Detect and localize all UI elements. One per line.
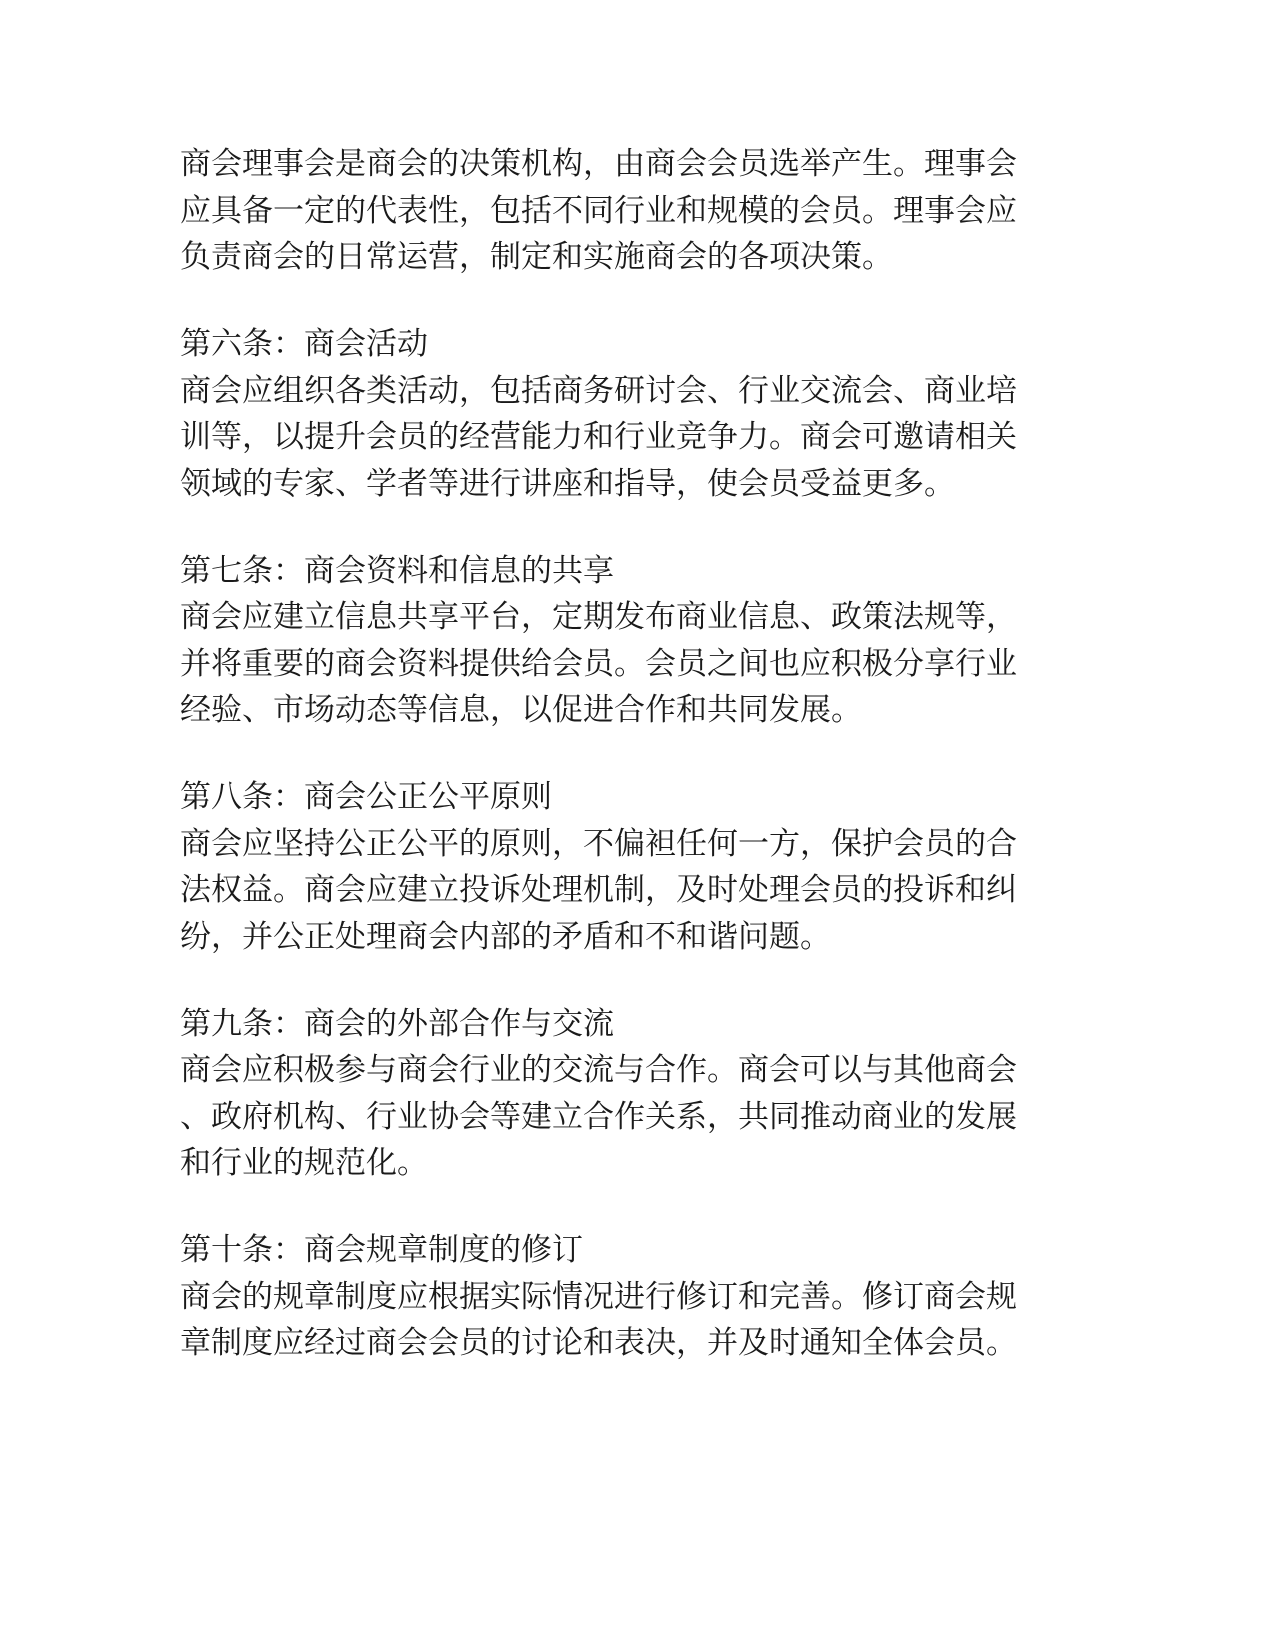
paragraph-line: 训等，以提升会员的经营能力和行业竞争力。商会可邀请相关 — [180, 419, 1017, 455]
paragraph-line: 商会的规章制度应根据实际情况进行修订和完善。修订商会规 — [180, 1278, 1017, 1315]
paragraph-line: 商会应组织各类活动，包括商务研讨会、行业交流会、商业培 — [180, 372, 1017, 409]
article-heading: 第十条：商会规章制度的修订 — [180, 1232, 583, 1268]
article-heading: 第九条：商会的外部合作与交流 — [180, 1005, 614, 1042]
paragraph-line: 经验、市场动态等信息，以促进合作和共同发展。 — [180, 692, 862, 728]
paragraph-line: 章制度应经过商会会员的讨论和表决，并及时通知全体会员。 — [180, 1325, 1017, 1361]
paragraph-line: 商会应积极参与商会行业的交流与合作。商会可以与其他商会 — [180, 1052, 1017, 1088]
article-heading: 第八条：商会公正公平原则 — [180, 779, 552, 815]
article-section — [180, 548, 1050, 734]
paragraph-line: 商会应建立信息共享平台，定期发布商业信息、政策法规等， — [180, 599, 1017, 635]
paragraph-line: 和行业的规范化。 — [180, 1145, 428, 1181]
paragraph-line: 负责商会的日常运营，制定和实施商会的各项决策。 — [180, 239, 893, 275]
paragraph-line: 纷，并公正处理商会内部的矛盾和不和谐问题。 — [180, 918, 831, 955]
article-section — [180, 1001, 1050, 1187]
article-section — [180, 1227, 1050, 1367]
article-section — [180, 321, 1050, 507]
paragraph-line: 、政府机构、行业协会等建立合作关系，共同推动商业的发展 — [180, 1098, 1017, 1135]
document-page — [180, 141, 1050, 1367]
article-heading: 第七条：商会资料和信息的共享 — [180, 552, 614, 589]
article-heading: 第六条：商会活动 — [180, 326, 428, 362]
paragraph-line: 商会应坚持公正公平的原则，不偏袒任何一方，保护会员的合 — [180, 825, 1017, 862]
paragraph-line: 法权益。商会应建立投诉处理机制，及时处理会员的投诉和纠 — [180, 872, 1017, 908]
paragraph-line: 商会理事会是商会的决策机构，由商会会员选举产生。理事会 — [180, 146, 1017, 182]
paragraph-line: 并将重要的商会资料提供给会员。会员之间也应积极分享行业 — [180, 645, 1017, 682]
paragraph-line: 领域的专家、学者等进行讲座和指导，使会员受益更多。 — [180, 465, 955, 502]
paragraph-line: 应具备一定的代表性，包括不同行业和规模的会员。理事会应 — [180, 192, 1017, 229]
article-section — [180, 774, 1050, 960]
article-section — [180, 141, 1050, 281]
